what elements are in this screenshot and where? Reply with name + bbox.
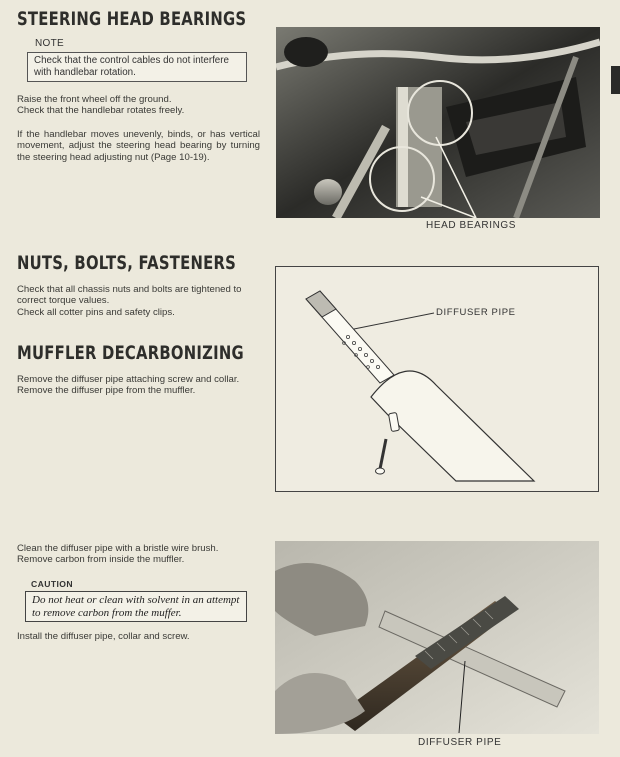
note-box: Check that the control cables do not interfere with handlebar rotation.	[27, 52, 247, 82]
torque-check-line: Check that all chassis nuts and bolts are tightened to correct torque values.	[17, 284, 242, 307]
handlebar-adjust-paragraph: If the handlebar moves unevenly, binds, or has vertical movement, adjust the steering head bearing by turning the steering head adjusting nut (Page 10-19).	[17, 129, 260, 163]
section-tab-marker	[611, 66, 620, 94]
head-bearings-photo-art	[276, 27, 600, 218]
remove-screw-line: Remove the diffuser pipe attaching screw and collar.	[17, 374, 240, 385]
wire-brush-photo	[275, 541, 599, 734]
clean-diffuser-paragraph	[17, 543, 262, 566]
raise-wheel-paragraph	[17, 94, 262, 117]
caution-label: CAUTION	[31, 579, 73, 589]
diffuser-pipe-diagram-label: DIFFUSER PIPE	[436, 307, 516, 318]
check-rotation-line: Check that the handlebar rotates freely.	[17, 105, 185, 117]
raise-wheel-line: Raise the front wheel off the ground.	[17, 94, 172, 105]
head-bearings-caption: HEAD BEARINGS	[426, 220, 517, 231]
head-bearings-photo	[276, 27, 600, 218]
install-diffuser-line: Install the diffuser pipe, collar and screw.	[17, 631, 190, 642]
clean-brush-line: Clean the diffuser pipe with a bristle wire brush.	[17, 543, 219, 554]
cotter-pins-line: Check all cotter pins and safety clips.	[17, 306, 175, 318]
steering-head-bearings-heading: STEERING HEAD BEARINGS	[17, 8, 247, 30]
wire-brush-photo-art	[275, 541, 599, 734]
caution-box: Do not heat or clean with solvent in an attempt to remove carbon from the muffer.	[25, 591, 247, 622]
diffuser-pipe-drawing	[276, 267, 598, 491]
diffuser-pipe-photo-caption: DIFFUSER PIPE	[418, 737, 502, 748]
muffler-decarbonizing-heading: MUFFLER DECARBONIZING	[17, 342, 244, 364]
note-label: NOTE	[35, 38, 64, 49]
nuts-bolts-fasteners-heading: NUTS, BOLTS, FASTENERS	[17, 252, 237, 274]
nuts-bolts-paragraph	[17, 284, 262, 318]
remove-pipe-line: Remove the diffuser pipe from the muffler.	[17, 385, 196, 397]
diffuser-pipe-diagram	[275, 266, 599, 492]
remove-carbon-line: Remove carbon from inside the muffler.	[17, 554, 185, 566]
remove-diffuser-paragraph	[17, 374, 262, 397]
